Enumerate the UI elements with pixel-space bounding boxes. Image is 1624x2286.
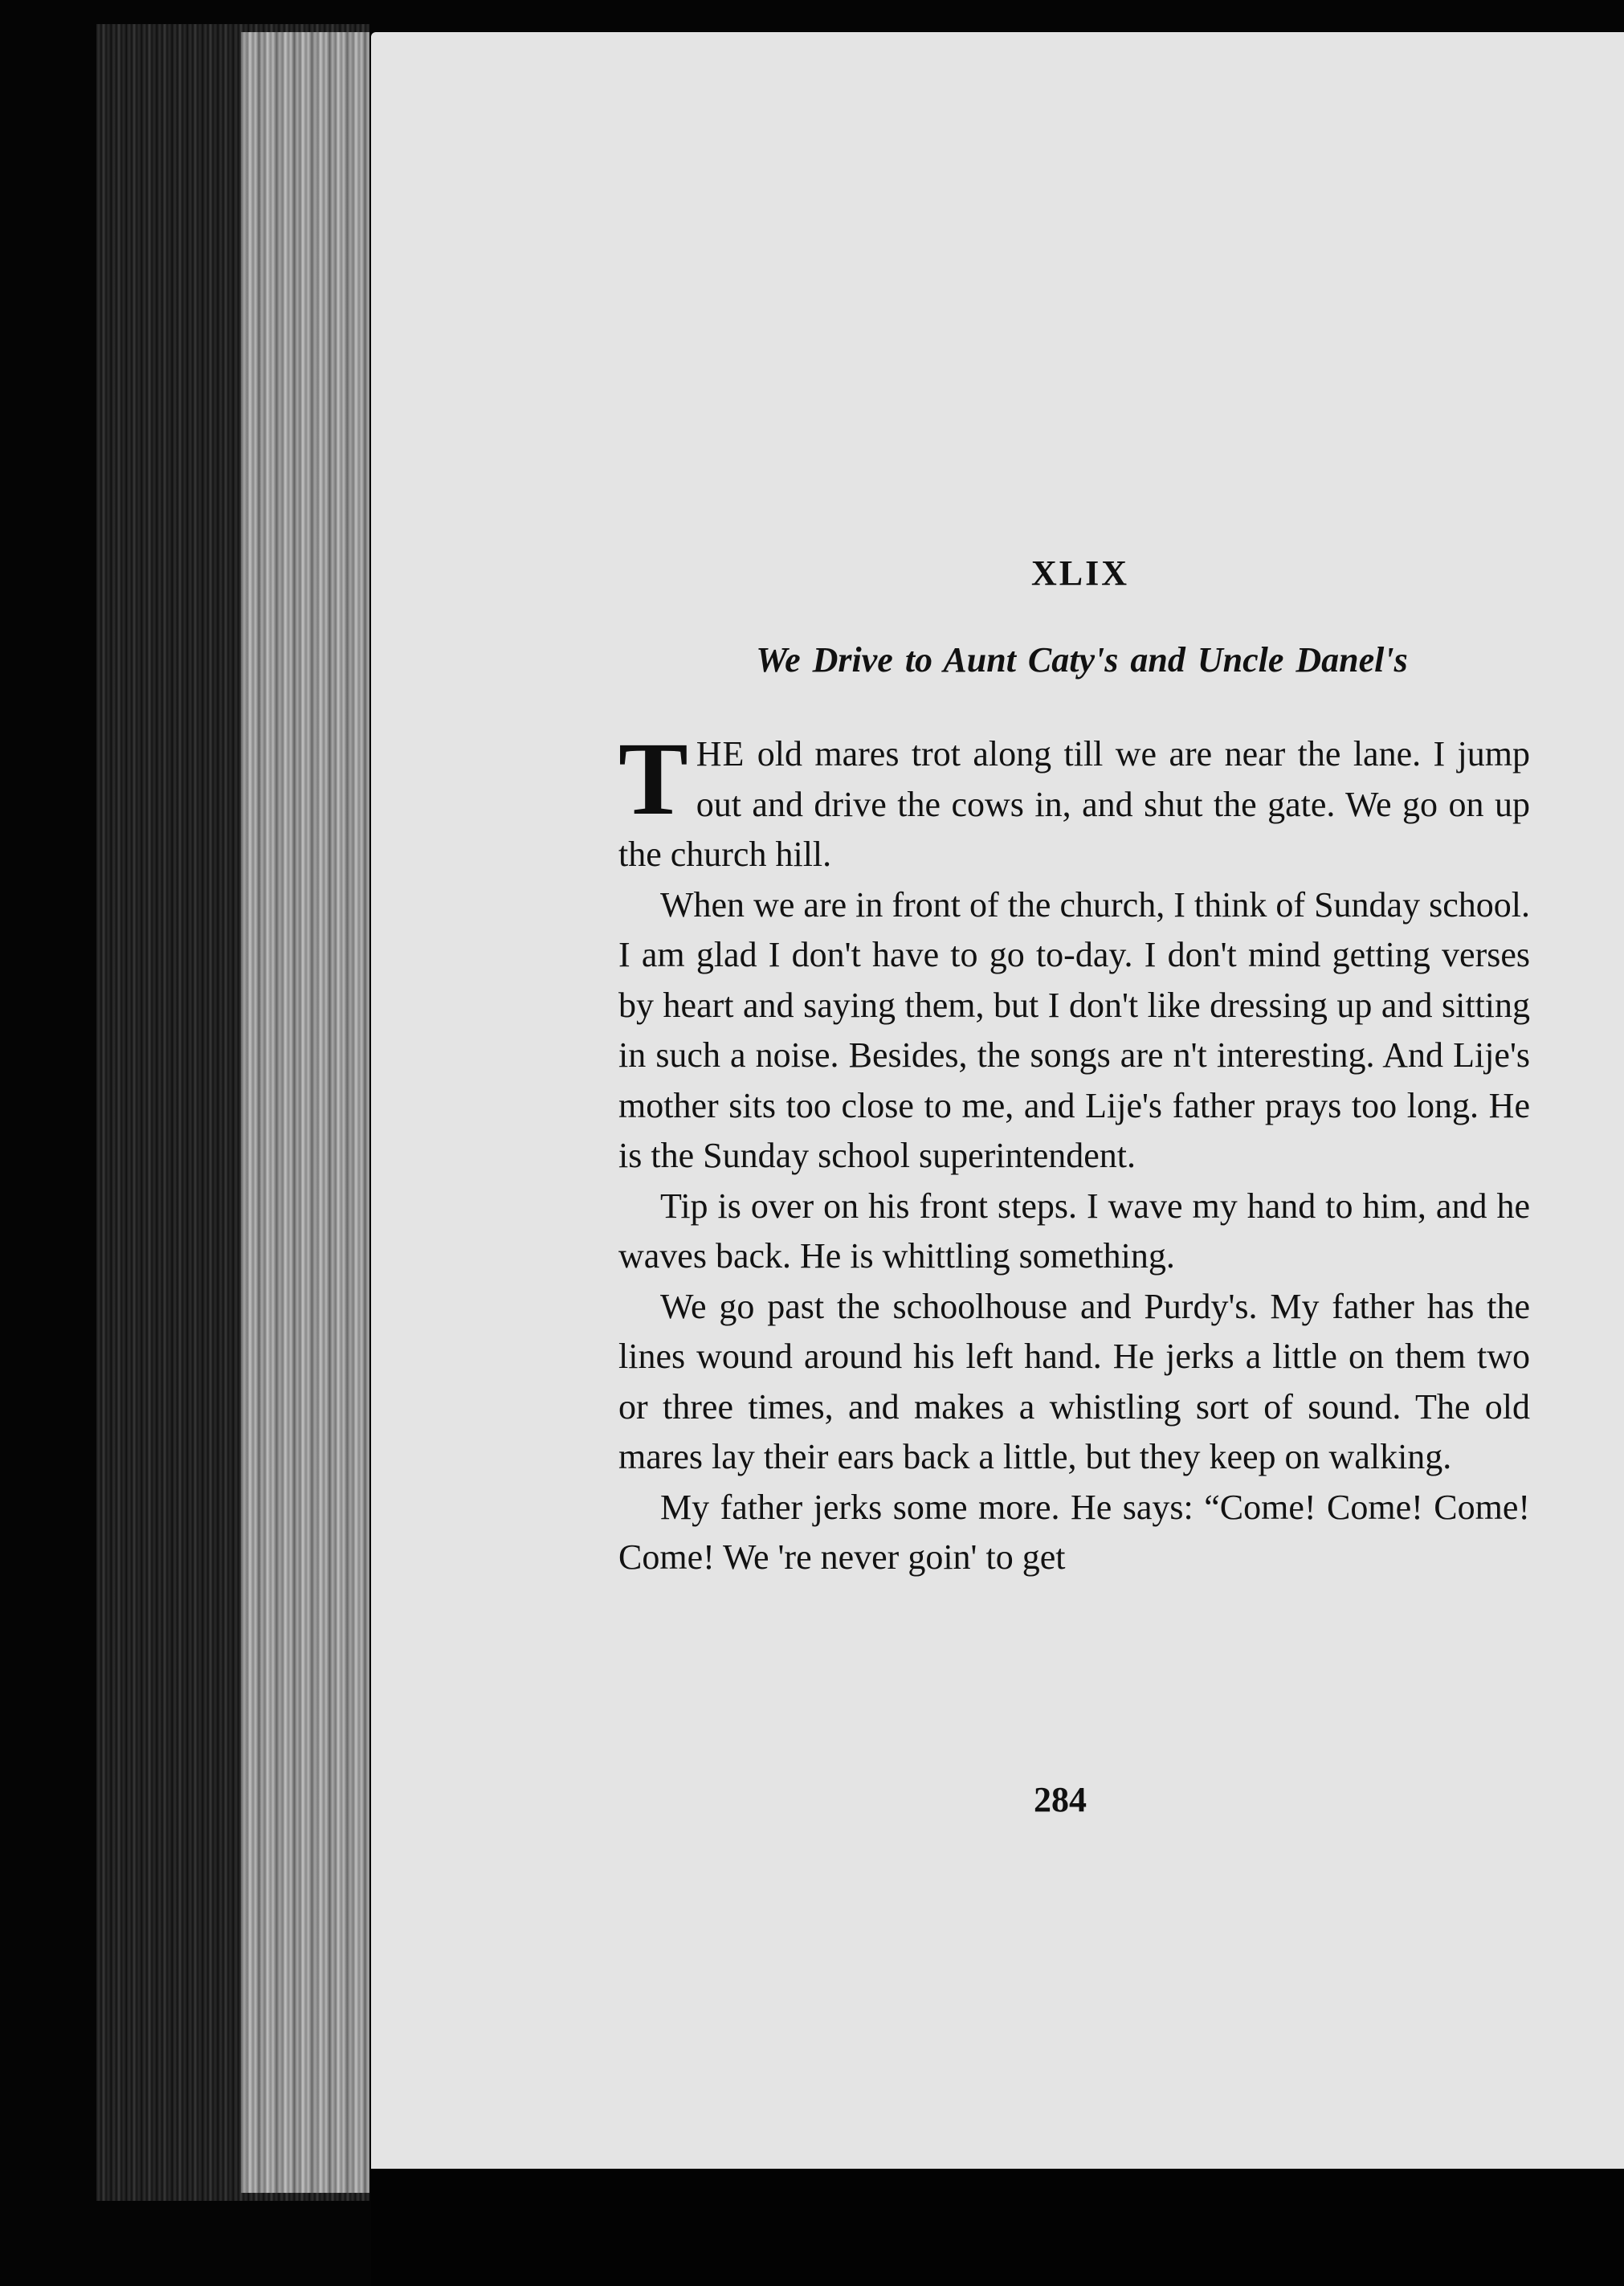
paragraph-2: When we are in front of the church, I think of Sunday school. I am glad I don't have to go to-day. I don't mind getting verses by heart and saying them, but I don't like dressing up and sitting in such a noise. Besides, the songs are n't interesting. And Lije's mother sits too close to me, and Lije's father prays too long. He is the Sunday school superintendent. (618, 884, 1530, 1175)
paragraph-1 (618, 721, 1530, 880)
paragraph-4: We go past the schoolhouse and Purdy's. My father has the lines wound around his left hand. He jerks a little on them two or three times, and makes a whistling sort of sound. The old mares lay their ears back a little, but they keep on walking. (618, 1286, 1530, 1476)
chapter-number: XLIX (1030, 553, 1130, 593)
bottom-shadow (371, 2169, 1624, 2286)
book-page-edges-highlight (241, 32, 369, 2193)
drop-cap: T (618, 721, 688, 837)
body-text (618, 721, 1530, 1583)
chapter-title: We Drive to Aunt Caty's and Uncle Danel's (756, 640, 1408, 680)
paragraph-3: Tip is over on his front steps. I wave my hand to him, and he waves back. He is whittling something. (618, 1186, 1530, 1276)
page-number: 284 (1034, 1780, 1087, 1819)
paragraph-5: My father jerks some more. He says: “Come! Come! Come! Come! We 're never goin' to get (618, 1487, 1530, 1577)
lead-caps: HE (696, 734, 745, 774)
paragraph-1-text: old mares trot along till we are near the lane. I jump out and drive the cows in, and shut the gate. We go on up the church hill. (618, 734, 1530, 874)
